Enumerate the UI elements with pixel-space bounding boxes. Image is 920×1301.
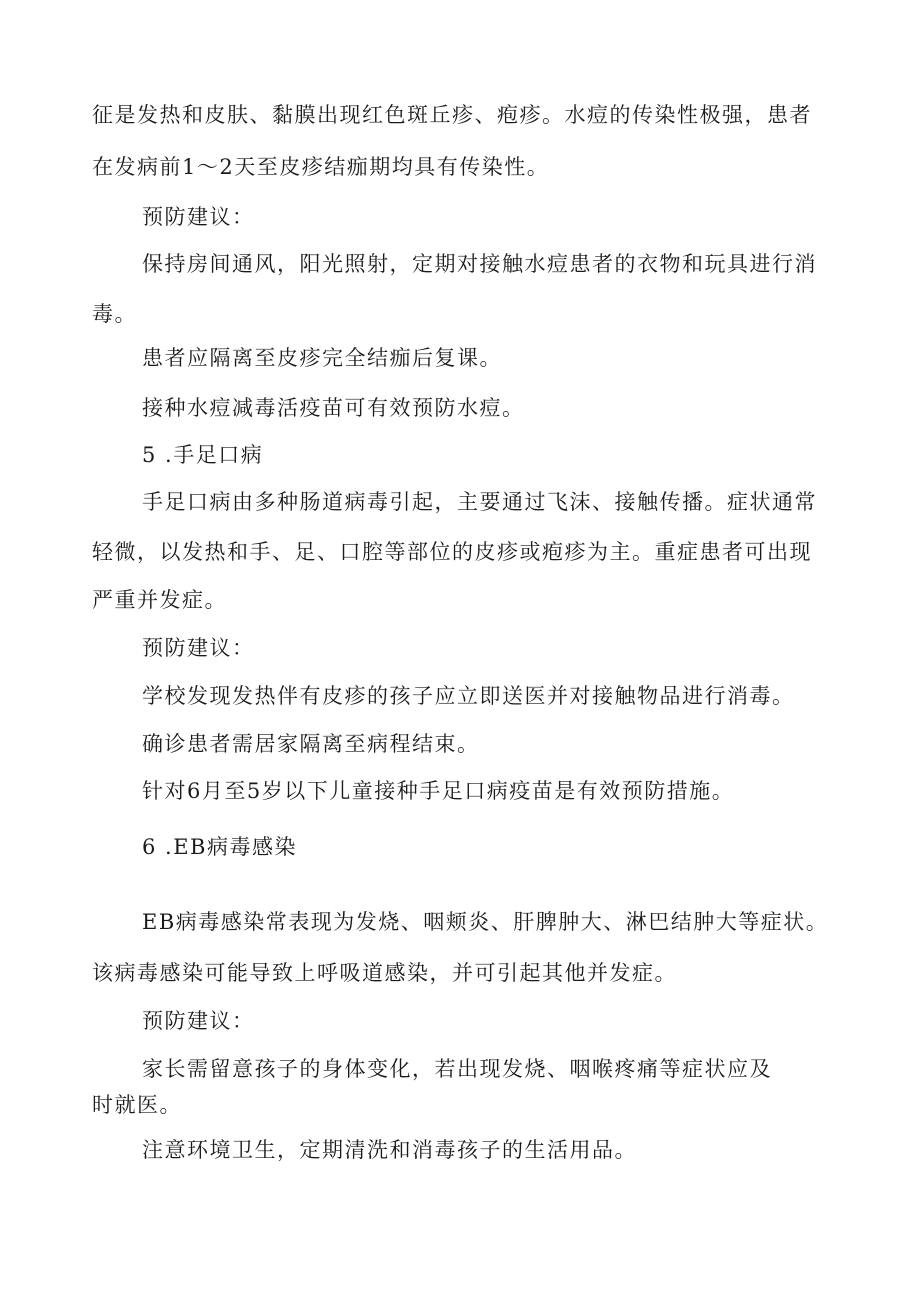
prevention-tip: 保持房间通风，阳光照射，定期对接触水痘患者的衣物和玩具进行消	[142, 252, 817, 276]
prevention-tip: 学校发现发热伴有皮疹的孩子应立即送医并对接触物品进行消毒。	[142, 684, 795, 708]
prevention-tip: 患者应隔离至皮疹完全结痂后复课。	[142, 346, 502, 370]
prevention-tip: 确诊患者需居家隔离至病程结束。	[142, 732, 480, 756]
prevention-tip-continuation: 时就医。	[92, 1093, 182, 1117]
hfmd-description-line: 严重并发症。	[92, 588, 227, 612]
prevention-tip: 家长需留意孩子的身体变化，若出现发烧、咽喉疼痛等症状应及	[142, 1057, 772, 1081]
section-heading-hfmd: 5 .手足口病	[142, 443, 264, 467]
hfmd-description-line: 手足口病由多种肠道病毒引起，主要通过飞沫、接触传播。症状通常	[142, 490, 817, 514]
varicella-description-line: 征是发热和皮肤、黏膜出现红色斑丘疹、疱疹。水痘的传染性极强，患者	[92, 103, 812, 127]
prevention-tip-continuation: 毒。	[92, 302, 137, 326]
ebv-description-line: EB病毒感染常表现为发烧、咽颊炎、肝脾肿大、淋巴结肿大等症状。	[142, 910, 829, 934]
section-heading-ebv: 6 .EB病毒感染	[142, 835, 297, 859]
prevention-title: 预防建议：	[142, 636, 255, 660]
prevention-title: 预防建议：	[142, 205, 255, 229]
prevention-title: 预防建议：	[142, 1009, 255, 1033]
ebv-description-line: 该病毒感染可能导致上呼吸道感染，并可引起其他并发症。	[92, 961, 677, 985]
hfmd-description-line: 轻微，以发热和手、足、口腔等部位的皮疹或疱疹为主。重症患者可出现	[92, 540, 812, 564]
varicella-description-line: 在发病前1～2天至皮疹结痂期均具有传染性。	[92, 155, 550, 179]
prevention-tip: 接种水痘减毒活疫苗可有效预防水痘。	[142, 396, 525, 420]
prevention-tip: 针对6月至5岁以下儿童接种手足口病疫苗是有效预防措施。	[142, 779, 735, 803]
prevention-tip: 注意环境卫生，定期清洗和消毒孩子的生活用品。	[142, 1138, 637, 1162]
